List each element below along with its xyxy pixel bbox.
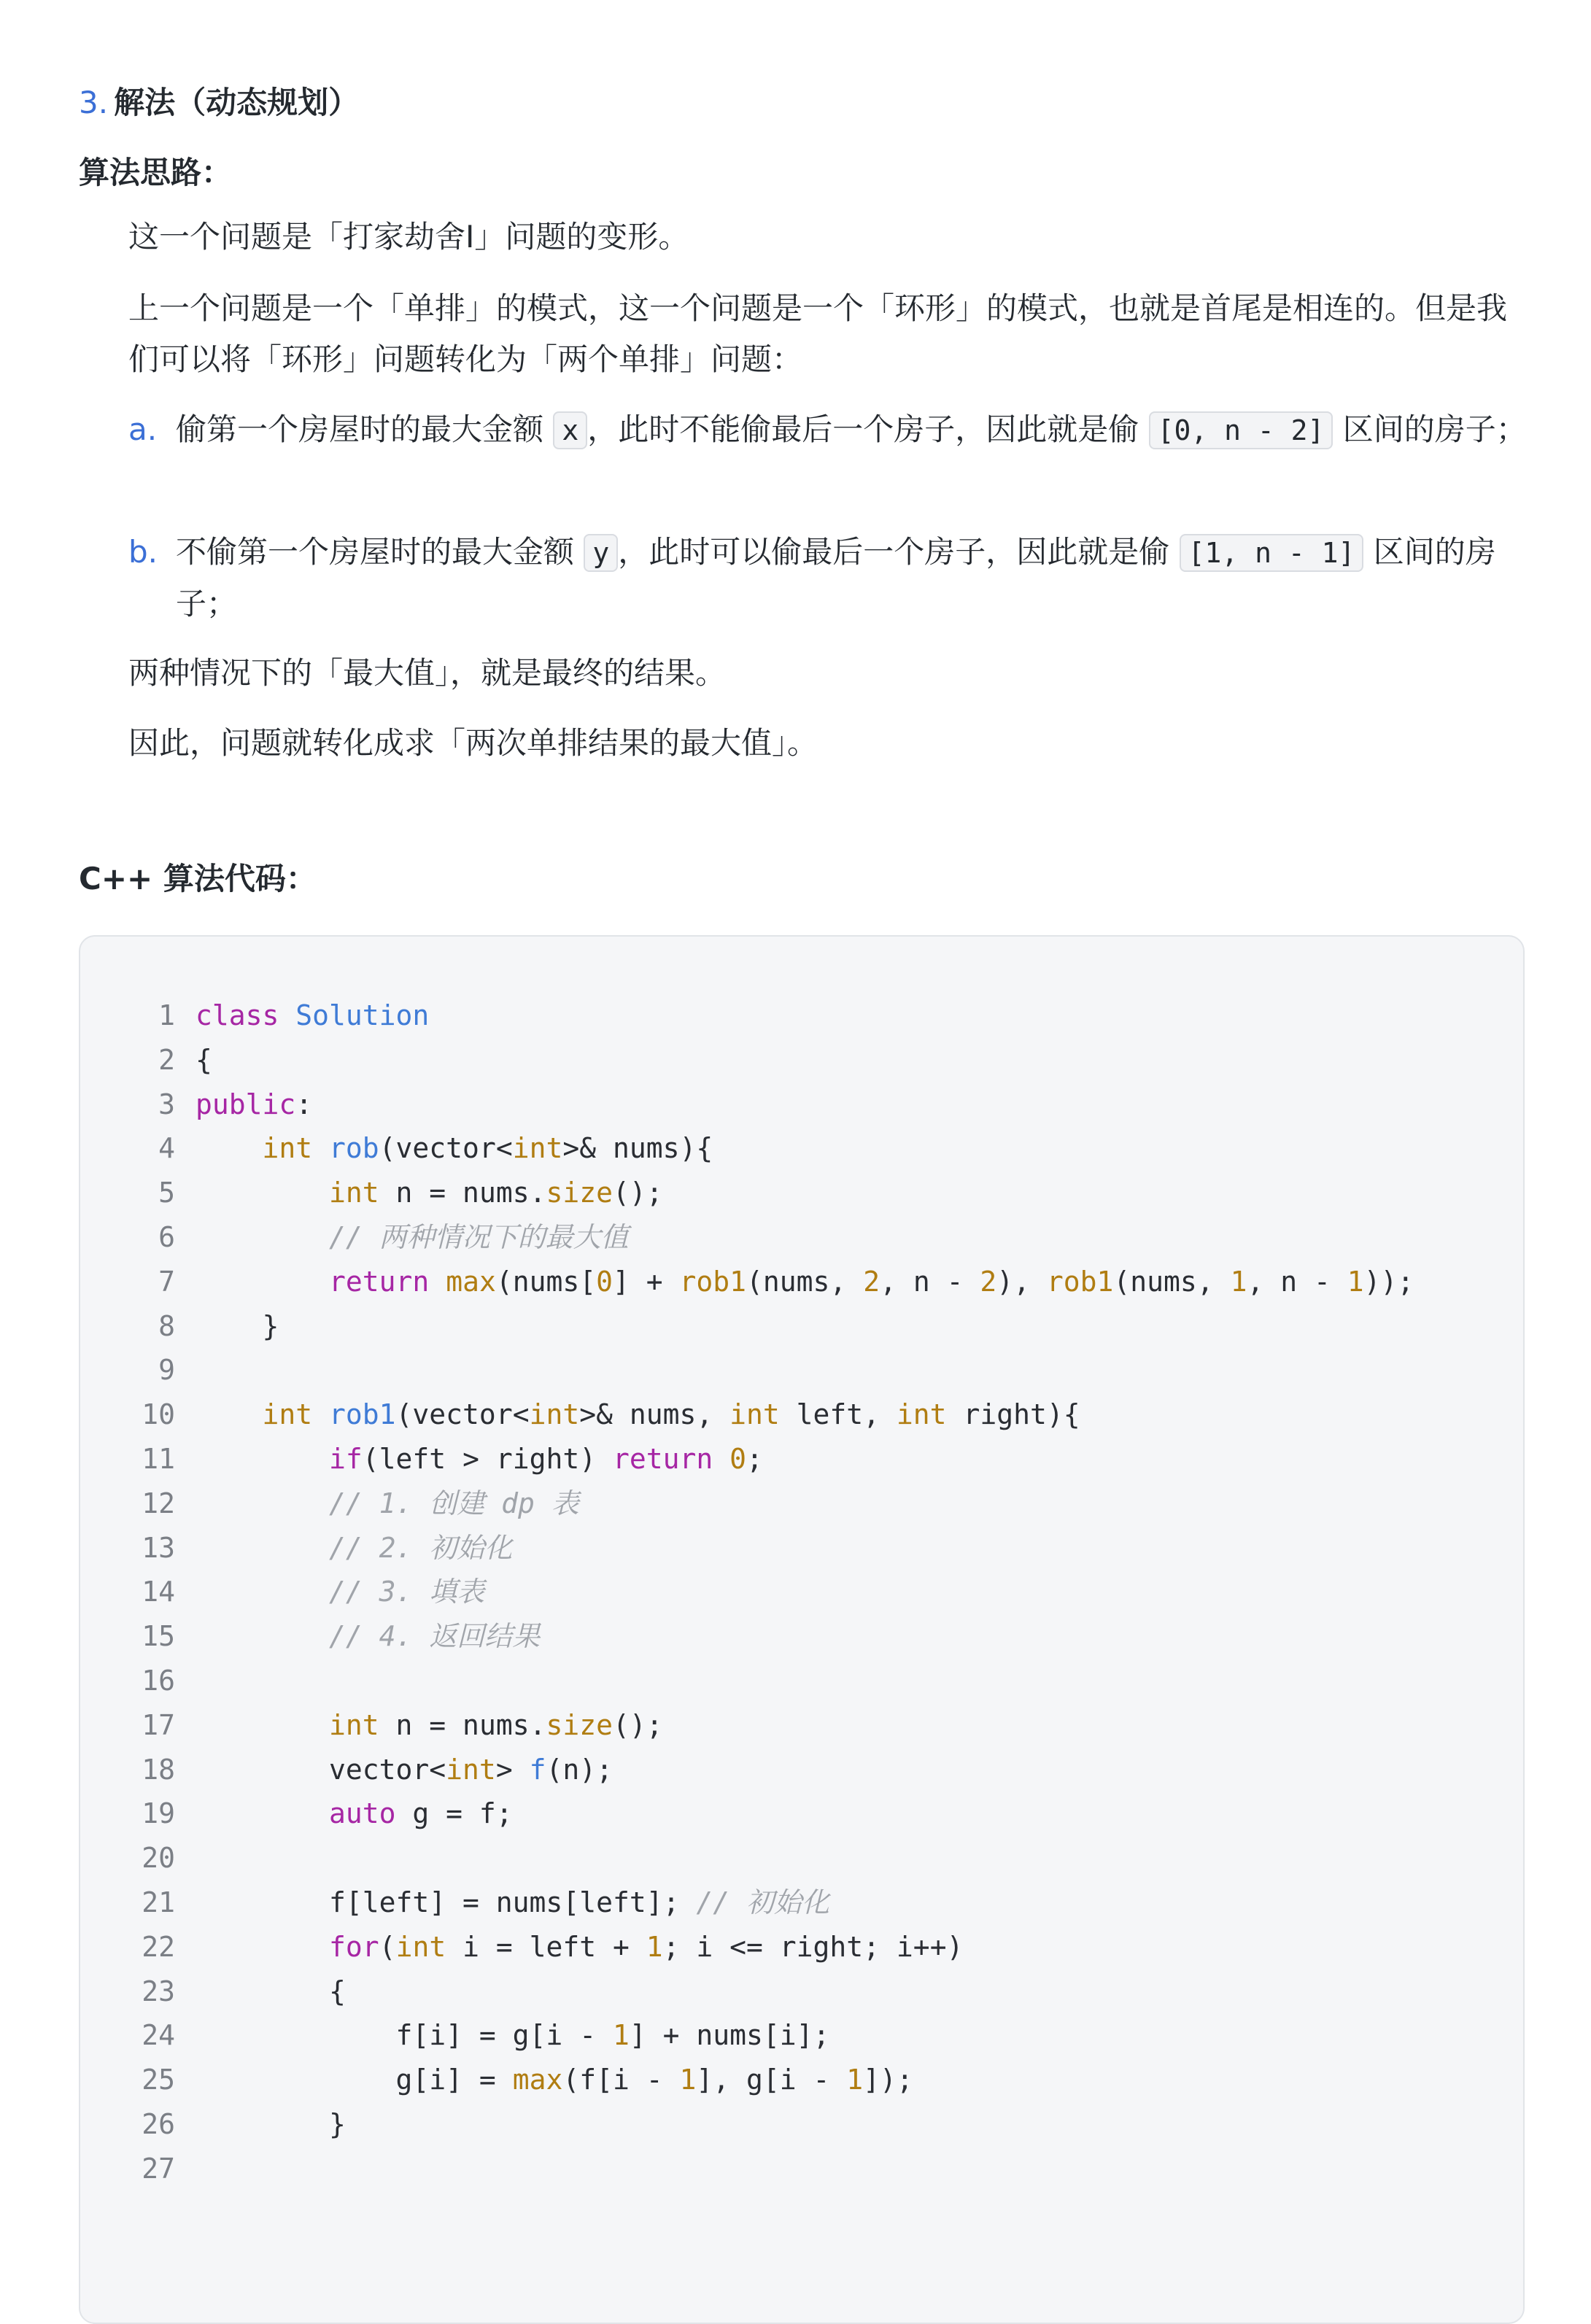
code-token: (f[i -: [562, 2064, 680, 2096]
code-token: Solution: [295, 999, 430, 1031]
code-line: [80, 1481, 1523, 1526]
item-a-text-2: ，此时不能偷最后一个房子，因此就是偷: [587, 411, 1139, 447]
code-text: [196, 1880, 829, 1925]
code-token: [196, 1620, 329, 1652]
code-text: [196, 2058, 913, 2102]
code-line: [80, 1082, 1523, 1127]
code-text: [196, 2102, 346, 2147]
code-text: [196, 1792, 513, 1836]
code-line: [80, 1614, 1523, 1659]
list-body-b: [176, 527, 1529, 630]
code-text: [196, 1437, 763, 1481]
code-token: ; i <= right; i++): [662, 1930, 964, 1963]
code-token: [196, 1443, 329, 1475]
code-token: 1: [1347, 1265, 1364, 1298]
code-line: [80, 1570, 1523, 1614]
code-token: (nums,: [1113, 1265, 1231, 1298]
list-item-a: [128, 404, 1529, 456]
line-number: 14: [142, 1576, 175, 1608]
code-token: rob1: [312, 1398, 396, 1431]
code-token: auto: [329, 1797, 396, 1830]
code-token: f[i] = g[i -: [196, 2019, 613, 2052]
line-number: 18: [142, 1753, 175, 1786]
code-token: [196, 1797, 329, 1829]
line-number: 15: [142, 1620, 175, 1653]
line-number: 7: [158, 1265, 175, 1298]
idea-heading: 算法思路：: [79, 155, 233, 190]
line-number: 23: [142, 1975, 175, 2007]
code-token: vector<: [196, 1753, 446, 1786]
item-b-text-2: ，此时可以偷最后一个房子，因此就是偷: [618, 534, 1170, 570]
code-text: [196, 1969, 346, 2014]
code-text: [196, 1082, 312, 1127]
code-text: [196, 1304, 279, 1349]
code-token: i = left +: [446, 1930, 646, 1963]
code-line: [80, 2102, 1523, 2147]
code-token: int: [395, 1930, 446, 1963]
code-token: >& nums,: [579, 1398, 730, 1431]
list-body-a: [176, 404, 1529, 456]
code-token: 0: [596, 1265, 613, 1298]
inline-code-y: y: [584, 534, 618, 572]
code-token: ;: [746, 1442, 763, 1475]
code-token: >: [495, 1753, 530, 1786]
code-text: [196, 1570, 484, 1614]
line-number: 12: [142, 1487, 175, 1519]
line-number: 19: [142, 1797, 175, 1830]
code-token: 2: [863, 1265, 880, 1298]
code-token: ] + nums[i];: [629, 2019, 830, 2052]
code-line: [80, 1526, 1523, 1570]
line-number: 10: [142, 1398, 175, 1431]
line-number: 5: [158, 1177, 175, 1209]
code-token: 1: [612, 2019, 630, 2052]
line-number: 1: [158, 999, 175, 1031]
code-token: right){: [946, 1398, 1080, 1431]
code-token: f[left] = nums[left];: [196, 1886, 697, 1918]
code-token: }: [196, 2107, 346, 2140]
code-token: // 2. 初始化: [329, 1531, 513, 1564]
code-token: ();: [612, 1708, 663, 1741]
code-token: if: [329, 1442, 363, 1475]
code-line: [80, 1304, 1523, 1349]
code-token: [196, 1487, 329, 1519]
code-token: 1: [646, 1930, 663, 1963]
line-number: 27: [142, 2152, 175, 2185]
code-token: (vector<: [379, 1132, 513, 1165]
code-token: 0: [729, 1442, 747, 1475]
code-token: n = nums.: [379, 1708, 546, 1741]
code-token: (nums,: [746, 1265, 864, 1298]
code-token: ),: [996, 1265, 1047, 1298]
code-token: (: [379, 1930, 396, 1963]
code-line: [80, 1748, 1523, 1792]
code-token: n = nums.: [379, 1177, 546, 1209]
code-token: [713, 1443, 729, 1475]
code-text: [196, 1038, 212, 1082]
code-line: [80, 2147, 1523, 2191]
code-line: [80, 2013, 1523, 2058]
line-number: 24: [142, 2019, 175, 2052]
code-token: :: [295, 1088, 313, 1120]
code-line: [80, 1659, 1523, 1703]
code-token: ]);: [863, 2064, 913, 2096]
code-token: }: [196, 1309, 279, 1342]
code-line: [80, 1437, 1523, 1481]
code-token: int: [262, 1132, 313, 1165]
list-marker-a: a.: [128, 411, 158, 447]
code-block: [79, 935, 1525, 2324]
code-token: [196, 1398, 263, 1430]
code-token: g[i] =: [196, 2064, 513, 2096]
code-token: [196, 1532, 329, 1564]
code-token: return: [329, 1265, 430, 1298]
line-number: 26: [142, 2107, 175, 2140]
line-number: 8: [158, 1309, 175, 1342]
paragraph-1: 这一个问题是「打家劫舍I」问题的变形。: [128, 219, 689, 255]
code-token: >& nums){: [562, 1132, 713, 1165]
code-token: size: [546, 1708, 613, 1741]
code-token: 1: [679, 2064, 697, 2096]
code-token: [196, 1266, 329, 1298]
line-number: 20: [142, 1842, 175, 1875]
line-number: 22: [142, 1930, 175, 1963]
code-line: [80, 1126, 1523, 1171]
code-token: ();: [612, 1177, 663, 1209]
code-line: [80, 1393, 1523, 1437]
code-token: (n);: [546, 1753, 613, 1786]
section-heading: [79, 79, 359, 123]
code-token: [196, 1132, 263, 1164]
item-a-text-1: 偷第一个房屋时的最大金额: [176, 411, 544, 447]
code-text: [196, 1393, 1080, 1437]
code-text: [196, 1925, 963, 1969]
code-text: [196, 2013, 829, 2058]
code-token: // 两种情况下的最大值: [329, 1220, 629, 1253]
code-text: [196, 1748, 613, 1792]
code-token: return: [612, 1442, 713, 1475]
code-text: [196, 993, 429, 1038]
code-token: max: [429, 1265, 496, 1298]
code-token: int: [329, 1177, 379, 1209]
code-token: int: [729, 1398, 780, 1431]
code-token: // 3. 填表: [329, 1576, 485, 1608]
code-token: rob1: [1046, 1265, 1114, 1298]
code-line: [80, 1348, 1523, 1393]
code-line: [80, 1969, 1523, 2014]
code-token: 1: [846, 2064, 864, 2096]
code-token: rob: [312, 1132, 379, 1165]
code-text: [196, 1481, 579, 1526]
line-number: 16: [142, 1664, 175, 1697]
code-heading: C++ 算法代码：: [79, 861, 317, 896]
code-token: (nums[: [495, 1265, 597, 1298]
code-token: // 4. 返回结果: [329, 1620, 541, 1653]
code-token: size: [546, 1177, 613, 1209]
line-number: 2: [158, 1043, 175, 1076]
section-title: 解法（动态规划）: [114, 85, 360, 120]
paragraph-2: 上一个问题是一个「单排」的模式，这一个问题是一个「环形」的模式，也就是首尾是相连的。但是我们可以将「环形」问题转化为「两个单排」问题：: [128, 290, 1508, 377]
inline-code-x: x: [553, 411, 587, 449]
code-token: [279, 999, 295, 1031]
code-lines: [80, 993, 1523, 2191]
code-line: [80, 1925, 1523, 1969]
code-line: [80, 1880, 1523, 1925]
code-text: [196, 1526, 512, 1570]
paragraph-3: 两种情况下的「最大值」，就是最终的结果。: [128, 655, 727, 691]
code-line: [80, 1215, 1523, 1260]
code-token: ], g[i -: [696, 2064, 847, 2096]
code-token: [196, 1221, 329, 1253]
list-item-b: [128, 527, 1529, 630]
code-text: [196, 1260, 1414, 1304]
code-text: [196, 1126, 713, 1171]
code-token: {: [196, 1975, 346, 2007]
line-number: 13: [142, 1531, 175, 1564]
code-token: int: [329, 1708, 379, 1741]
code-token: 2: [980, 1265, 997, 1298]
code-token: // 1. 创建 dp 表: [329, 1487, 579, 1519]
code-token: int: [262, 1398, 313, 1431]
code-token: , n -: [880, 1265, 980, 1298]
code-token: max: [512, 2064, 563, 2096]
code-line: [80, 1836, 1523, 1880]
code-line: [80, 1792, 1523, 1836]
item-b-text-1: 不偷第一个房屋时的最大金额: [176, 534, 575, 570]
inline-code-range-b: [1, n - 1]: [1180, 534, 1364, 572]
code-token: g = f;: [395, 1797, 513, 1830]
code-token: ] +: [613, 1265, 680, 1298]
code-token: [196, 1177, 329, 1209]
code-line: [80, 1260, 1523, 1304]
code-token: 1: [1230, 1265, 1247, 1298]
line-number: 3: [158, 1088, 175, 1120]
code-token: (left > right): [362, 1442, 613, 1475]
code-line: [80, 993, 1523, 1038]
code-text: [196, 1171, 663, 1215]
code-token: int: [529, 1398, 580, 1431]
code-token: [196, 1576, 329, 1608]
paragraph-4: 因此，问题就转化成求「两次单排结果的最大值」。: [128, 725, 818, 761]
code-text: [196, 1215, 629, 1260]
code-token: [196, 1931, 329, 1963]
code-token: int: [446, 1753, 496, 1786]
code-token: [196, 1709, 329, 1741]
code-line: [80, 1171, 1523, 1215]
code-token: f: [529, 1753, 546, 1786]
line-number: 17: [142, 1708, 175, 1741]
section-number: 3.: [79, 85, 109, 120]
line-number: 21: [142, 1886, 175, 1918]
code-text: [196, 1614, 540, 1659]
line-number: 11: [142, 1442, 175, 1475]
line-number: 25: [142, 2064, 175, 2096]
code-token: {: [196, 1043, 212, 1076]
line-number: 9: [158, 1354, 175, 1387]
code-token: int: [512, 1132, 563, 1165]
code-line: [80, 2058, 1523, 2102]
item-b-text-3: 区间的房子；: [176, 534, 1496, 621]
code-line: [80, 1703, 1523, 1748]
code-token: int: [896, 1398, 947, 1431]
code-token: rob1: [679, 1265, 747, 1298]
line-number: 4: [158, 1132, 175, 1165]
code-token: ));: [1363, 1265, 1414, 1298]
code-line: [80, 1038, 1523, 1082]
item-a-text-3: 区间的房子；: [1342, 411, 1527, 447]
code-token: left,: [779, 1398, 897, 1431]
code-token: class: [196, 999, 279, 1031]
code-token: public: [196, 1088, 296, 1120]
code-token: , n -: [1247, 1265, 1347, 1298]
code-text: [196, 1703, 663, 1748]
inline-code-range-a: [0, n - 2]: [1149, 411, 1333, 449]
code-token: // 初始化: [696, 1886, 829, 1918]
code-token: for: [329, 1930, 379, 1963]
code-token: (vector<: [395, 1398, 530, 1431]
line-number: 6: [158, 1220, 175, 1253]
list-marker-b: b.: [128, 534, 158, 570]
